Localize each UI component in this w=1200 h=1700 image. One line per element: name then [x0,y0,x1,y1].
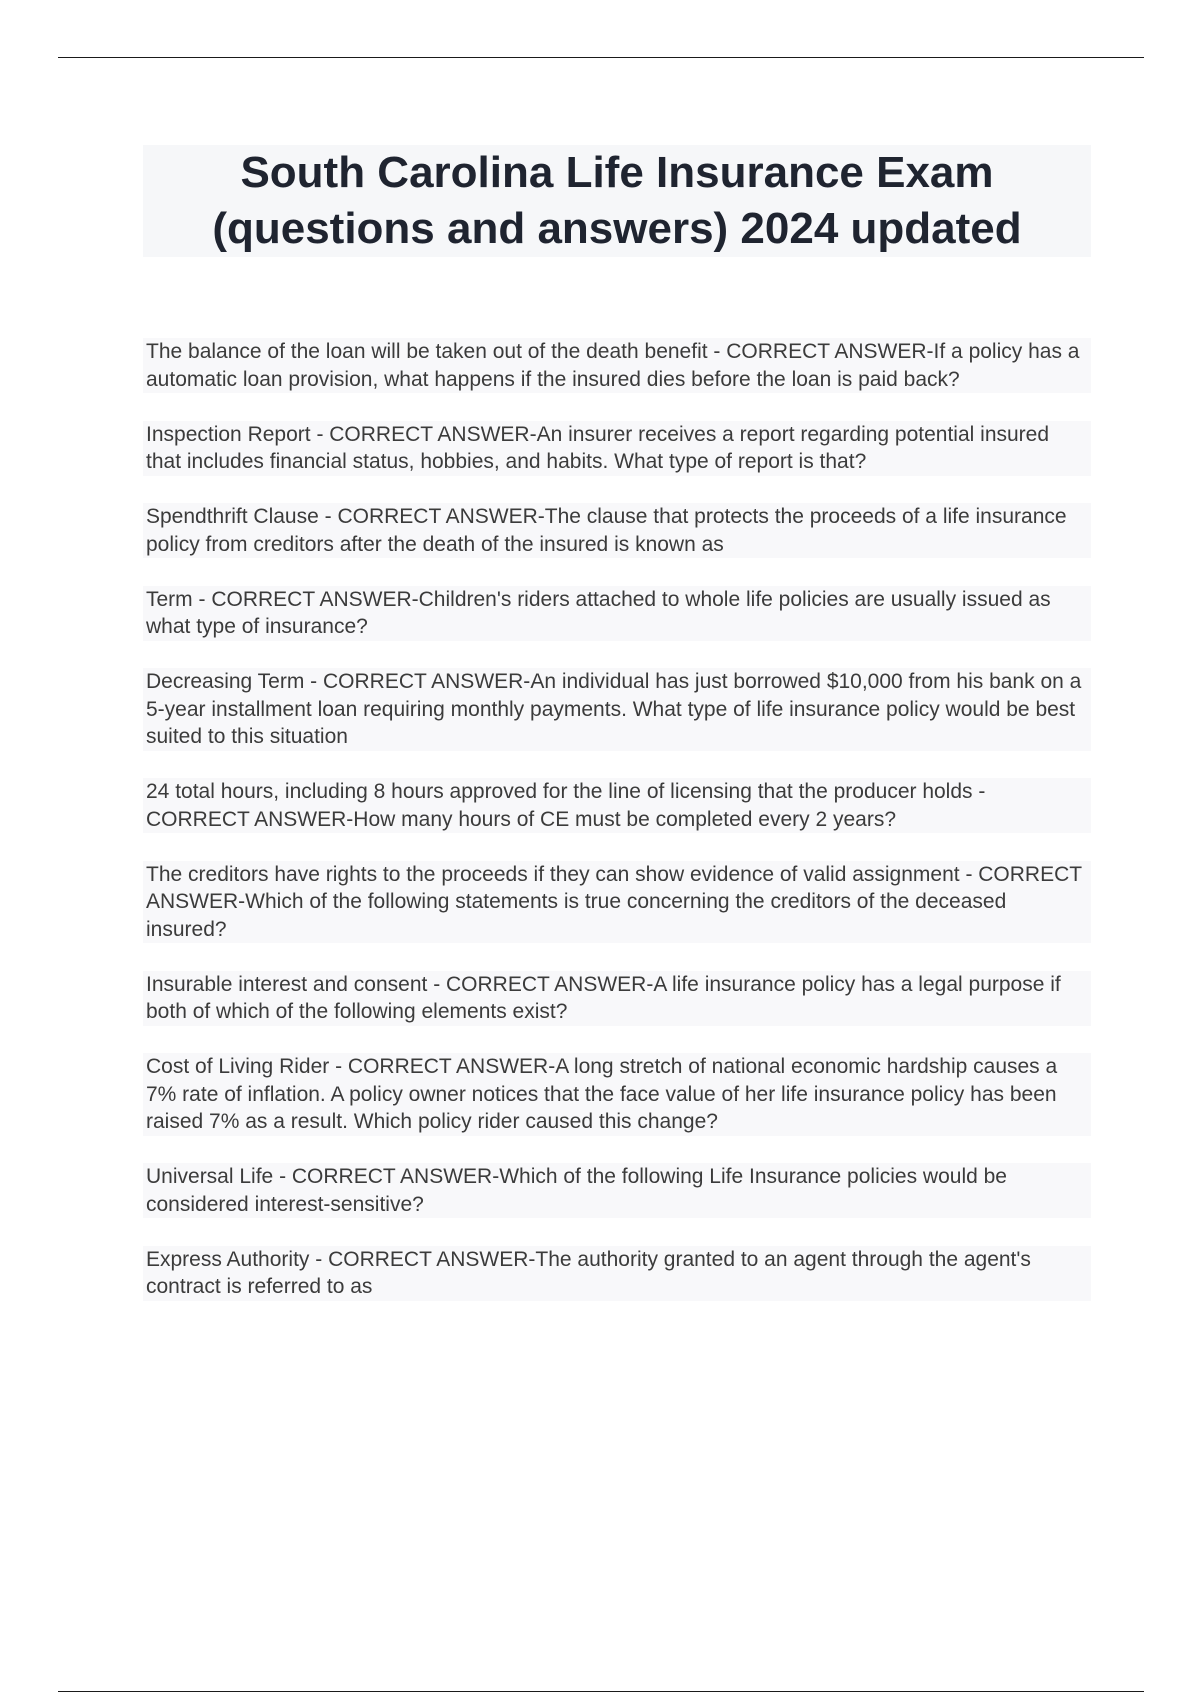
qa-separator: - CORRECT ANSWER- [146,780,986,831]
qa-question: Which of the following statements is true concerning the creditors of the deceased insured? [146,890,1007,941]
qa-answer: 24 total hours, including 8 hours approved for the line of licensing that the producer holds [146,780,973,803]
qa-answer: Insurable interest and consent [146,972,428,996]
qa-separator: - CORRECT ANSWER- [318,505,545,528]
qa-question: Which of the following Life Insurance policies would be considered interest-sensitive? [146,1165,1007,1216]
qa-question: A long stretch of national economic hardship causes a 7% rate of inflation. A policy owner notices that the face value of her life insurance policy has been raised 7% as a result. Which policy rider caused this change? [146,1055,1058,1133]
qa-item [143,421,1091,476]
qa-separator: - CORRECT ANSWER- [310,422,537,446]
document-title [143,145,1091,257]
qa-separator: - CORRECT ANSWER- [146,862,1082,913]
qa-item [143,778,1091,833]
qa-answer: Spendthrift Clause [146,505,319,528]
qa-separator: - CORRECT ANSWER- [273,1165,500,1188]
qa-answer: Express Authority [146,1247,310,1271]
top-rule [58,57,1144,58]
qa-item [143,1163,1091,1218]
qa-question: The authority granted to an agent through the agent's contract is referred to as [146,1247,1031,1298]
title-line-1: South Carolina Life Insurance Exam [240,148,994,197]
qa-answer: Cost of Living Rider [146,1055,330,1078]
qa-answer: Inspection Report [146,422,311,446]
qa-item [143,971,1091,1026]
qa-answer: The balance of the loan will be taken out of the death benefit [146,340,708,363]
qa-question: If a policy has a automatic loan provision, what happens if the insured dies before the loan is paid back? [146,340,1080,391]
qa-item [143,586,1091,641]
qa-answer: Universal Life [146,1165,274,1188]
qa-question: How many hours of CE must be completed every 2 years? [353,807,897,831]
qa-question: An insurer receives a report regarding potential insured that includes financial status, hobbies, and habits. What type of report is that? [146,422,1050,473]
qa-separator: - CORRECT ANSWER- [707,340,934,363]
qa-question: Children's riders attached to whole life policies are usually issued as what type of insurance? [146,587,1051,638]
qa-answer: The creditors have rights to the proceeds if they can show evidence of valid assignment [146,862,960,886]
qa-question: A life insurance policy has a legal purpose if both of which of the following elements exist? [146,972,1061,1023]
qa-list [143,338,1091,1301]
qa-question: An individual has just borrowed $10,000 from his bank on a 5-year installment loan requiring monthly payments. What type of life insurance policy would be best suited to this situation [146,670,1082,748]
qa-item [143,861,1091,944]
qa-separator: - CORRECT ANSWER- [304,670,531,693]
qa-question: The clause that protects the proceeds of a life insurance policy from creditors after the death of the insured is known as [146,505,1067,556]
qa-item [143,1053,1091,1136]
qa-item [143,668,1091,751]
qa-item [143,503,1091,558]
title-line-2: (questions and answers) 2024 updated [212,204,1022,253]
qa-separator: - CORRECT ANSWER- [427,972,654,996]
qa-item [143,1246,1091,1301]
qa-separator: - CORRECT ANSWER- [192,587,419,611]
qa-answer: Decreasing Term [146,670,305,693]
qa-separator: - CORRECT ANSWER- [329,1055,556,1078]
qa-answer: Term [146,587,193,611]
qa-separator: - CORRECT ANSWER- [309,1247,536,1271]
qa-item [143,338,1091,393]
bottom-rule [58,1691,1144,1692]
